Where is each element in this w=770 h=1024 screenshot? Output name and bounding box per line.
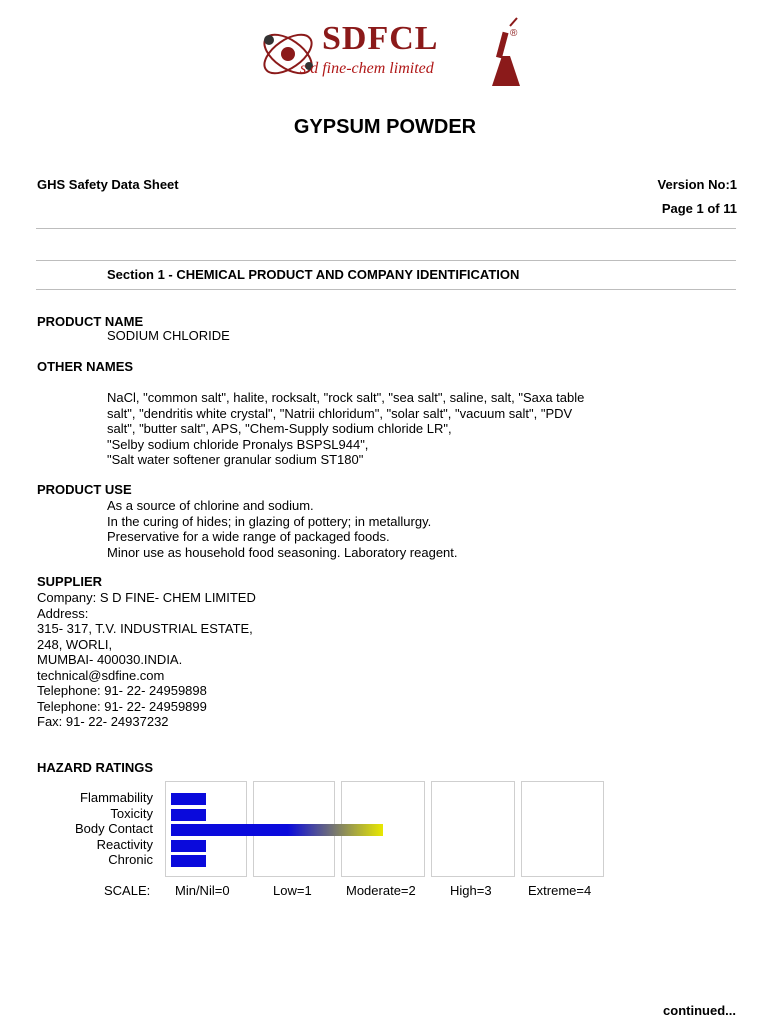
product-use-line: Preservative for a wide range of packaged foods. [107, 529, 390, 544]
other-names-label: OTHER NAMES [37, 359, 134, 374]
other-names-line: "Salt water softener granular sodium ST180" [107, 452, 364, 467]
product-use-line: In the curing of hides; in glazing of pottery; in metallurgy. [107, 513, 432, 529]
document-title: GYPSUM POWDER [293, 116, 477, 138]
hazard-bar [171, 840, 206, 852]
logo-brand: SDFCL [322, 20, 439, 57]
product-use-line: Minor use as household food seasoning. Laboratory reagent. [107, 544, 458, 560]
supplier-address-label: Address: [37, 605, 89, 621]
other-names-line: salt", "dendritis white crystal", "Natrii chloridum", "solar salt", "vacuum salt", "PDV [107, 405, 573, 421]
supplier-email-link[interactable]: technical@sdfine.com [37, 667, 165, 683]
hazard-bar [171, 793, 206, 805]
divider [36, 228, 736, 229]
supplier-label: SUPPLIER [37, 574, 103, 589]
scale-tick: Min/Nil=0 [175, 883, 230, 898]
hazard-category-label: Chronic [108, 852, 153, 867]
hazard-ratings-label: HAZARD RATINGS [37, 760, 154, 775]
hazard-bar [171, 824, 383, 836]
scale-box-3 [431, 781, 515, 877]
scale-tick: High=3 [450, 883, 492, 898]
supplier-telephone: Telephone: 91- 22- 24959898 [37, 683, 207, 698]
other-names-line: "Selby sodium chloride Pronalys BSPSL944", [107, 436, 369, 452]
hazard-category-label: Reactivity [96, 836, 153, 852]
section-title: Section 1 - CHEMICAL PRODUCT AND COMPANY IDENTIFICATION [107, 267, 520, 282]
continued-note: continued... [663, 1003, 736, 1018]
supplier-telephone: Telephone: 91- 22- 24959899 [37, 698, 207, 714]
product-use-list [107, 498, 458, 560]
supplier-company: Company: S D FINE- CHEM LIMITED [37, 590, 256, 605]
hazard-bar [171, 809, 206, 821]
supplier-details [37, 590, 256, 730]
hazard-category-label: Body Contact [74, 821, 153, 836]
scale-tick: Moderate=2 [346, 883, 416, 898]
divider [36, 260, 736, 261]
page-number: Page 1 of 11 [661, 201, 737, 216]
product-name-label: PRODUCT NAME [37, 314, 144, 329]
product-use-line: As a source of chlorine and sodium. [107, 498, 314, 513]
other-names-line: NaCl, "common salt", halite, rocksalt, "rock salt", "sea salt", saline, salt, "Saxa table [107, 390, 585, 405]
registered-mark: ® [510, 28, 518, 39]
product-name-value: SODIUM CHLORIDE [107, 328, 230, 343]
product-use-label: PRODUCT USE [37, 482, 132, 497]
logo-subtitle: s d fine-chem limited [300, 60, 434, 77]
supplier-address-line: MUMBAI- 400030.INDIA. [37, 652, 183, 667]
divider [36, 289, 736, 290]
other-names-line: salt", "butter salt", APS, "Chem-Supply sodium chloride LR", [107, 421, 452, 436]
scale-label: SCALE: [104, 883, 151, 898]
hazard-bar [171, 855, 206, 867]
scale-box-4 [521, 781, 604, 877]
scale-tick: Extreme=4 [528, 883, 592, 898]
hazard-category-label: Toxicity [110, 805, 153, 821]
supplier-address-line: 248, WORLI, [37, 636, 113, 652]
supplier-address-line: 315- 317, T.V. INDUSTRIAL ESTATE, [37, 621, 253, 636]
scale-tick: Low=1 [273, 883, 312, 898]
hazard-category-label: Flammability [80, 790, 153, 805]
other-names-list [107, 390, 584, 468]
supplier-fax: Fax: 91- 22- 24937232 [37, 714, 169, 729]
sds-label: GHS Safety Data Sheet [37, 177, 179, 192]
version-number: Version No:1 [657, 177, 737, 192]
